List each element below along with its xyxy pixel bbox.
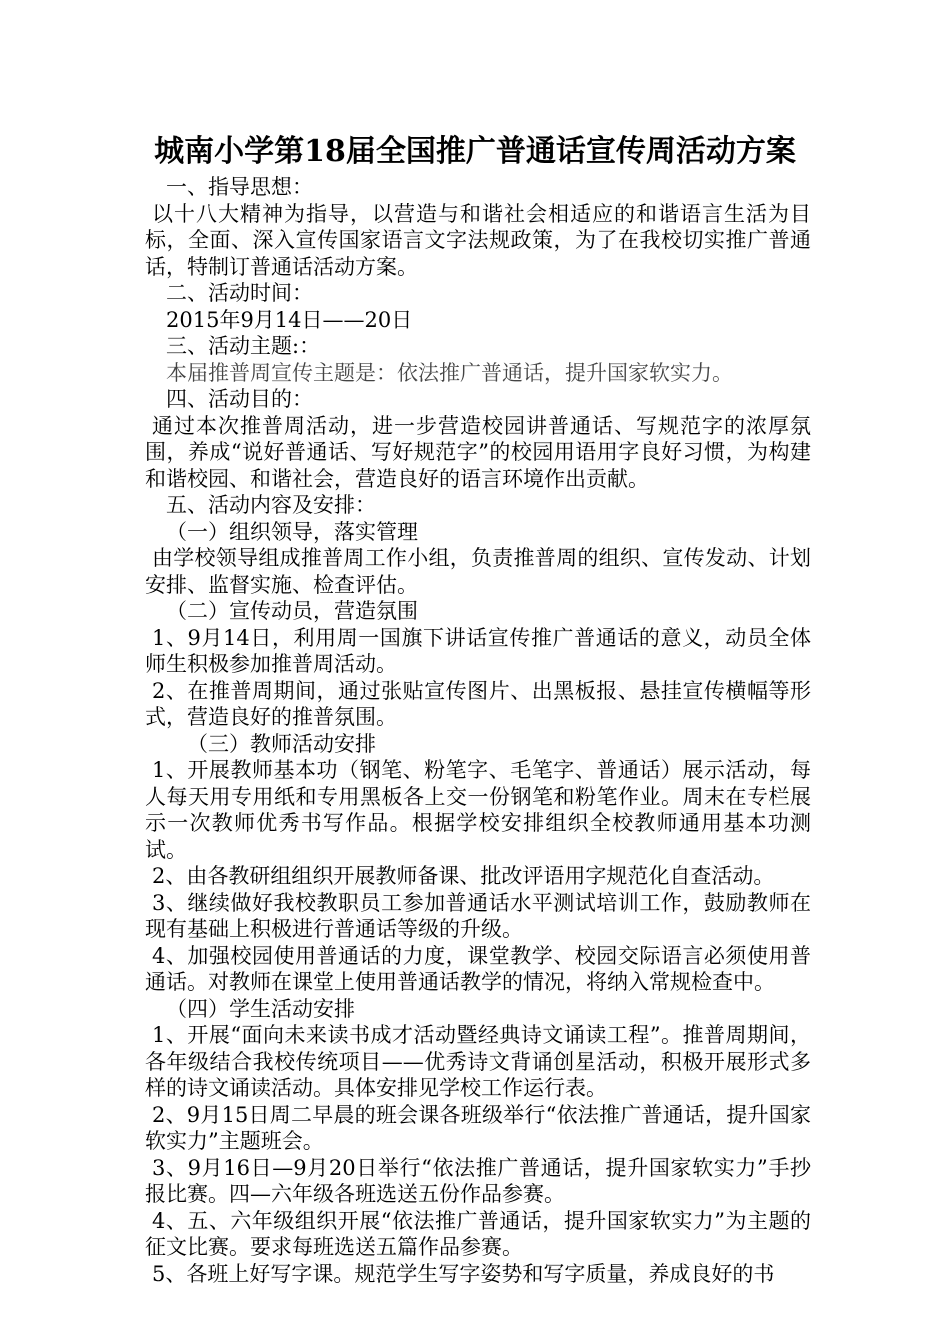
list-item: 4、加强校园使用普通话的力度，课堂教学、校园交际语言必须使用普通话。对教师在课堂上使用普通话教学的情况，将纳入常规检查中。 [145, 943, 811, 994]
list-item: 1、开展教师基本功（钢笔、粉笔字、毛笔字、普通话）展示活动，每人每天用专用纸和专用黑板各上交一份钢笔和粉笔作业。周末在专栏展示一次教师优秀书写作品。根据学校安排组织全校教师通用基本功测试。 [145, 758, 811, 862]
list-item: 4、五、六年级组织开展“依法推广普通话，提升国家软实力”为主题的征文比赛。要求每班选送五篇作品参赛。 [145, 1208, 811, 1259]
document-title: 城南小学第18届全国推广普通话宣传周活动方案 [154, 134, 796, 169]
subheading-publicity: （二）宣传动员，营造氛围 [166, 599, 418, 623]
list-item: 2、9月15日周二早晨的班会课各班级举行“依法推广普通话，提升国家软实力”主题班会。 [145, 1102, 811, 1153]
heading-activity-content: 五、活动内容及安排： [166, 493, 376, 517]
paragraph-guiding-ideology: 以十八大精神为指导，以营造与和谐社会相适应的和谐语言生活为目标，全面、深入宣传国家语言文字法规政策，为了在我校切实推广普通话，特制订普通话活动方案。 [145, 201, 811, 279]
list-item: 5、各班上好写字课。规范学生写字姿势和写字质量，养成良好的书 [152, 1261, 775, 1286]
heading-guiding-ideology: 一、指导思想： [166, 175, 313, 199]
paragraph-organization: 由学校领导组成推普周工作小组，负责推普周的组织、宣传发动、计划安排、监督实施、检查评估。 [145, 546, 811, 597]
paragraph-activity-time: 2015年9月14日——20日 [166, 307, 413, 332]
list-item: 1、9月14日，利用周一国旗下讲话宣传推广普通话的意义，动员全体师生积极参加推普周活动。 [145, 625, 811, 676]
document-body [145, 174, 811, 1287]
paragraph-activity-theme: 本届推普周宣传主题是：依法推广普通话，提升国家软实力。 [166, 360, 733, 385]
paragraph-activity-purpose: 通过本次推普周活动，进一步营造校园讲普通话、写规范字的浓厚氛围，养成“说好普通话、写好规范字”的校园用语用字良好习惯，为构建和谐校园、和谐社会，营造良好的语言环境作出贡献。 [145, 413, 811, 491]
heading-activity-purpose: 四、活动目的： [166, 387, 313, 411]
list-item: 2、由各教研组组织开展教师备课、批改评语用字规范化自查活动。 [152, 864, 775, 888]
heading-activity-time: 二、活动时间： [166, 281, 313, 305]
list-item: 2、在推普周期间，通过张贴宣传图片、出黑板报、悬挂宣传横幅等形式，营造良好的推普氛围。 [145, 678, 811, 729]
list-item: 3、继续做好我校教职员工参加普通话水平测试培训工作，鼓励教师在现有基础上积极进行普通话等级的升级。 [145, 890, 811, 941]
heading-activity-theme: 三、活动主题:： [166, 334, 321, 358]
list-item: 1、开展“面向未来读书成才活动暨经典诗文诵读工程”。推普周期间，各年级结合我校传统项目——优秀诗文背诵创星活动，积极开展形式多样的诗文诵读活动。具体安排见学校工作运行表。 [145, 1023, 811, 1100]
subheading-teacher-activities: （三）教师活动安排 [187, 731, 376, 756]
list-item: 3、9月16日—9月20日举行“依法推广普通话，提升国家软实力”手抄报比赛。四—六年级各班选送五份作品参赛。 [145, 1155, 811, 1206]
subheading-organization: （一）组织领导，落实管理 [166, 519, 418, 544]
subheading-student-activities: （四）学生活动安排 [166, 996, 355, 1021]
